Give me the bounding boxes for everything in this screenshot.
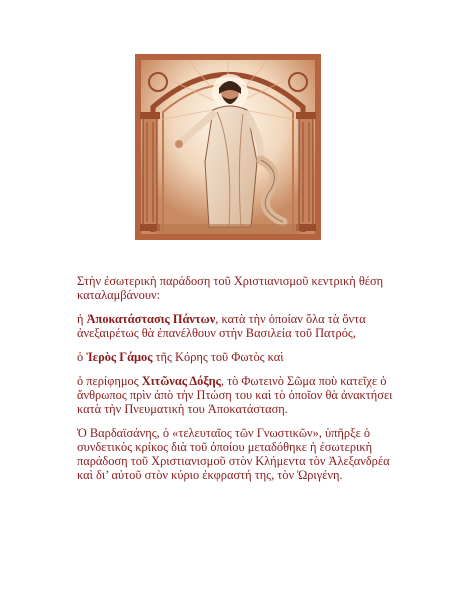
paragraph-chitonas <box>77 374 407 416</box>
p4-suffix: , τὸ Φωτεινὸ Σῶμα ποὺ κατεῖχε ὁ ἄνθρωπος πρὶν ἀπὸ τὴν Πτώση του καὶ τὸ ὁποῖον θὰ ἀνακτήσει κατὰ τὴν Πνευματικὴ του Ἀποκατάσταση. <box>77 374 393 416</box>
term-hieros-gamos: Ἱερὸς Γάμος <box>86 350 153 364</box>
paragraph-intro: Στὴν ἐσωτερικὴ παράδοση τοῦ Χριστιανισμοῦ κεντρικὴ θέση καταλαμβάνουν: <box>77 274 384 302</box>
term-chitonas-doxis: Χιτῶνας Δόξης <box>141 374 221 388</box>
paragraph-hieros-gamos <box>77 350 407 364</box>
p3-suffix: τῆς Κόρης τοῦ Φωτὸς καὶ <box>152 350 284 364</box>
term-apokatastasis: Ἀποκατάστασις Πάντων <box>86 312 216 326</box>
paragraph-apokatastasis <box>77 312 407 340</box>
robed-figure-illustration <box>133 52 323 242</box>
p3-prefix: ὁ <box>77 350 87 364</box>
text-body <box>77 274 407 492</box>
p4-prefix: ὁ περίφημος <box>77 374 142 388</box>
paragraph-bardaisanes: Ὁ Βαρδαϊσάνης, ὁ «τελευταῖος τῶν Γνωστικῶν», ὑπῆρξε ὁ συνδετικὸς κρίκος διὰ τοῦ ὁποίου μεταδόθηκε ἡ ἐσωτερικὴ παράδοση τοῦ Χριστιανισμοῦ στὸν Κλήμεντα τὸν Ἀλεξανδρέα καὶ δι’ αὐτοῦ στὸν κύριο ἐκφραστή της, τὸν Ὠριγένη. <box>77 426 390 482</box>
p2-prefix: ἡ <box>77 312 87 326</box>
p2-suffix: , κατὰ τὴν ὁποίαν ὅλα τὰ ὄντα ἀνεξαιρέτως θὰ ἐπανέλθουν στὴν Βασιλεία τοῦ Πατρός, <box>77 312 366 340</box>
